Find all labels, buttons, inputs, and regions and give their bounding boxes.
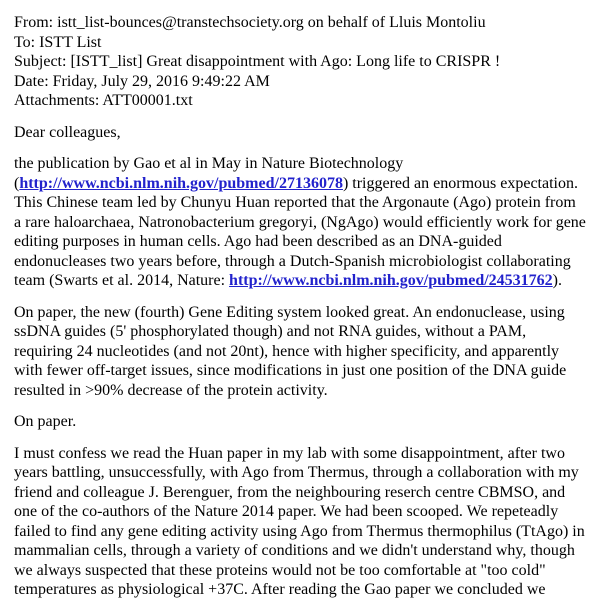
paragraph (14, 154, 586, 291)
text-segment: I must confess we read the Huan paper in my lab with some disappointment, after two years battling, unsuccessfully, with Ago from Thermus, through a collaboration with my friend and colleague J. Berenguer, from the neighbouring reserch centre CBMSO, and one of the co-authors of the Nature 2014 paper. We had been scooped. We repeteadly failed to find any gene editing activity using Ago from Thermus thermophilus (TtAgo) in mammalian cells, through a variety of conditions and we didn't understand why, though we always suspected that these proteins would not be too comfortable at "too cold" temperatures as physiological +37C. After reading the Gao paper we concluded we (14, 444, 585, 598)
header-line-to: To: ISTT List (14, 33, 102, 51)
text-segment: the publication by Gao et al in May in Nature Biotechnology ( (14, 155, 404, 192)
header-line-date: Date: Friday, July 29, 2016 9:49:22 AM (14, 72, 270, 90)
paragraph (14, 412, 586, 432)
pubmed-hyperlink[interactable]: http://www.ncbi.nlm.nih.gov/pubmed/24531762 (229, 272, 553, 289)
text-segment: On paper, the new (fourth) Gene Editing system looked great. An endonuclease, using ssDNA guides (5' phosphorylated though) and not RNA guides, without a PAM, requiring 24 nucleotides (and not 20nt), hence with higher specificity, and apparently with fewer off-target issues, since modifications in just one position of the DNA guide resulted in >90% decrease of the protein activity. (14, 303, 567, 399)
paragraph (14, 123, 586, 143)
text-segment: ). (552, 272, 562, 289)
header-line-subject: Subject: [ISTT_list] Great disappointment with Ago: Long life to CRISPR ! (14, 53, 501, 70)
text-segment: ) triggered an enormous expectation. This Chinese team led by Chunyu Huan reported that the Argonaute (Ago) protein from a rare haloarchaea, Natronobacterium gregoryi, (NgAgo) would efficiently work for gene editing purposes in human cells. Ago had been described as an DNA-guided endonucleases two years before, through a Dutch-Spanish microbiologist collaborating team (Swarts et al. 2014, Nature: (14, 174, 586, 289)
paragraph (14, 444, 586, 600)
text-segment: On paper. (14, 413, 77, 430)
header-line-attachments: Attachments: ATT00001.txt (14, 92, 193, 109)
paragraph (14, 303, 586, 401)
pubmed-hyperlink[interactable]: http://www.ncbi.nlm.nih.gov/pubmed/27136078 (19, 174, 343, 192)
text-segment: Dear colleagues, (14, 123, 121, 141)
email-body (14, 123, 586, 600)
header-line-from: From: istt_list-bounces@transtechsociety.org on behalf of Lluis Montoliu (14, 14, 486, 31)
email-header (14, 13, 586, 111)
